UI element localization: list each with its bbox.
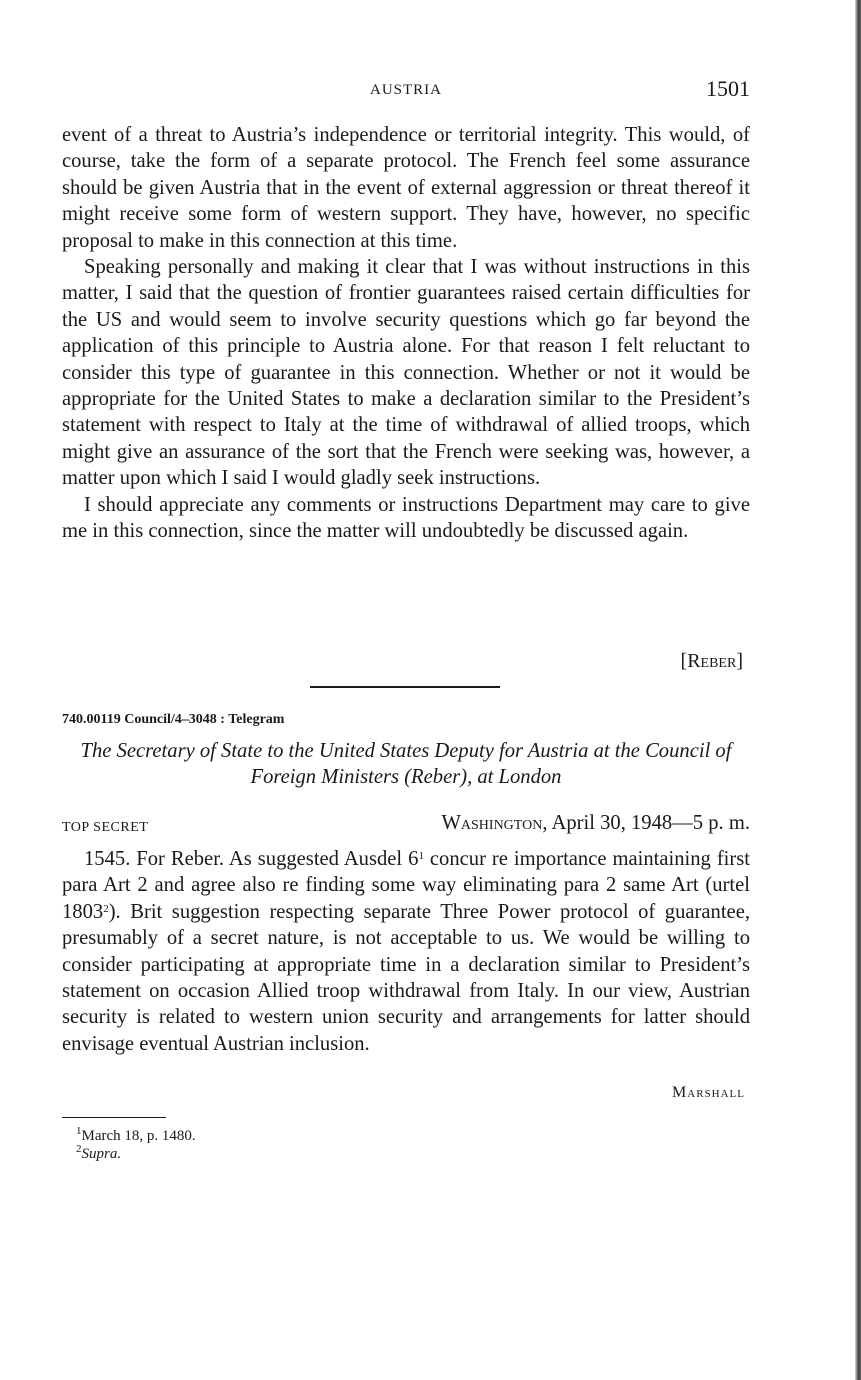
running-title: AUSTRIA [369,82,442,98]
classification-label: TOP SECRET [62,820,149,835]
paragraph: I should appreciate any comments or instructions Department may care to give me in this connection, since the matter will undoubtedly be discussed again. [62,493,750,543]
footnote-mark: 1 [76,1124,82,1137]
footnote-divider [62,1117,166,1118]
footnote-ref[interactable]: 1 [418,849,424,862]
footnote [76,1124,196,1145]
section-divider [310,686,500,688]
paragraph [62,846,750,1057]
paragraph: Speaking personally and making it clear that I was without instructions in this matter, I said that the question of frontier guarantees raised certain difficulties for the US and would seem to involve security questions which go far beyond the application of this principle to Austria alone. For that reason I felt reluctant to consider this type of guarantee in this connection. Whether or not it would be appropriate for the United States to make a declaration similar to the President’s statement with respect to Italy at the time of withdrawal of allied troops, which might give an assurance of the sort that the French were seeking was, however, a matter upon which I said I would gladly seek instructions. [62,256,750,490]
page-edge-shadow [855,0,861,1380]
telegram-body [62,846,750,1057]
signature-reber: [Reber] [680,650,743,672]
footnote-text: Supra. [81,1146,122,1162]
body-text-part: ). Brit suggestion respecting separate Three Power protocol of guarantee, presumably of a secret nature, is not acceptable to us. We would be willing to consider participating at appropriate time in a declaration similar to President’s statement on occasion Allied troop withdrawal from Italy. In our view, Austrian security is related to western union security and arrangements for latter should envisage eventual Austrian inclusion. [62,900,750,1055]
dateline [441,812,750,835]
body-text-part: 1545. For Reber. As suggested Ausdel 6 [84,848,419,870]
paragraph: event of a threat to Austria’s independence or territorial integrity. This would, of course, take the form of a separate protocol. The French feel some assurance should be given Austria that in the event of external aggression or threat thereof it might receive some form of western support. They have, however, no specific proposal to make in this connection at this time. [62,124,750,252]
page-number: 1501 [706,76,750,101]
document-heading: The Secretary of State to the United States Deputy for Austria at the Council of Foreign Ministers (Reber), at London [80,740,732,788]
file-reference: 740.00119 Council/4–3048 : Telegram [62,712,285,727]
dateline-date: , April 30, 1948—5 p. m. [542,812,750,834]
footnote-text: March 18, p. 1480. [81,1128,196,1144]
footnote-mark: 2 [76,1142,82,1155]
footnotes [76,1124,196,1163]
footnote-ref[interactable]: 2 [103,902,109,915]
running-header [62,76,750,104]
footnote [76,1142,196,1163]
body-text-part: concur re importance maintaining first para Art 2 and agree also re finding some way eliminating para 2 same Art (urtel 1803 [62,848,750,923]
dateline-place: Washington [441,812,543,834]
continued-telegram-text [62,122,750,545]
signature-marshall: Marshall [672,1084,745,1101]
signature-name: Reber [687,650,737,672]
